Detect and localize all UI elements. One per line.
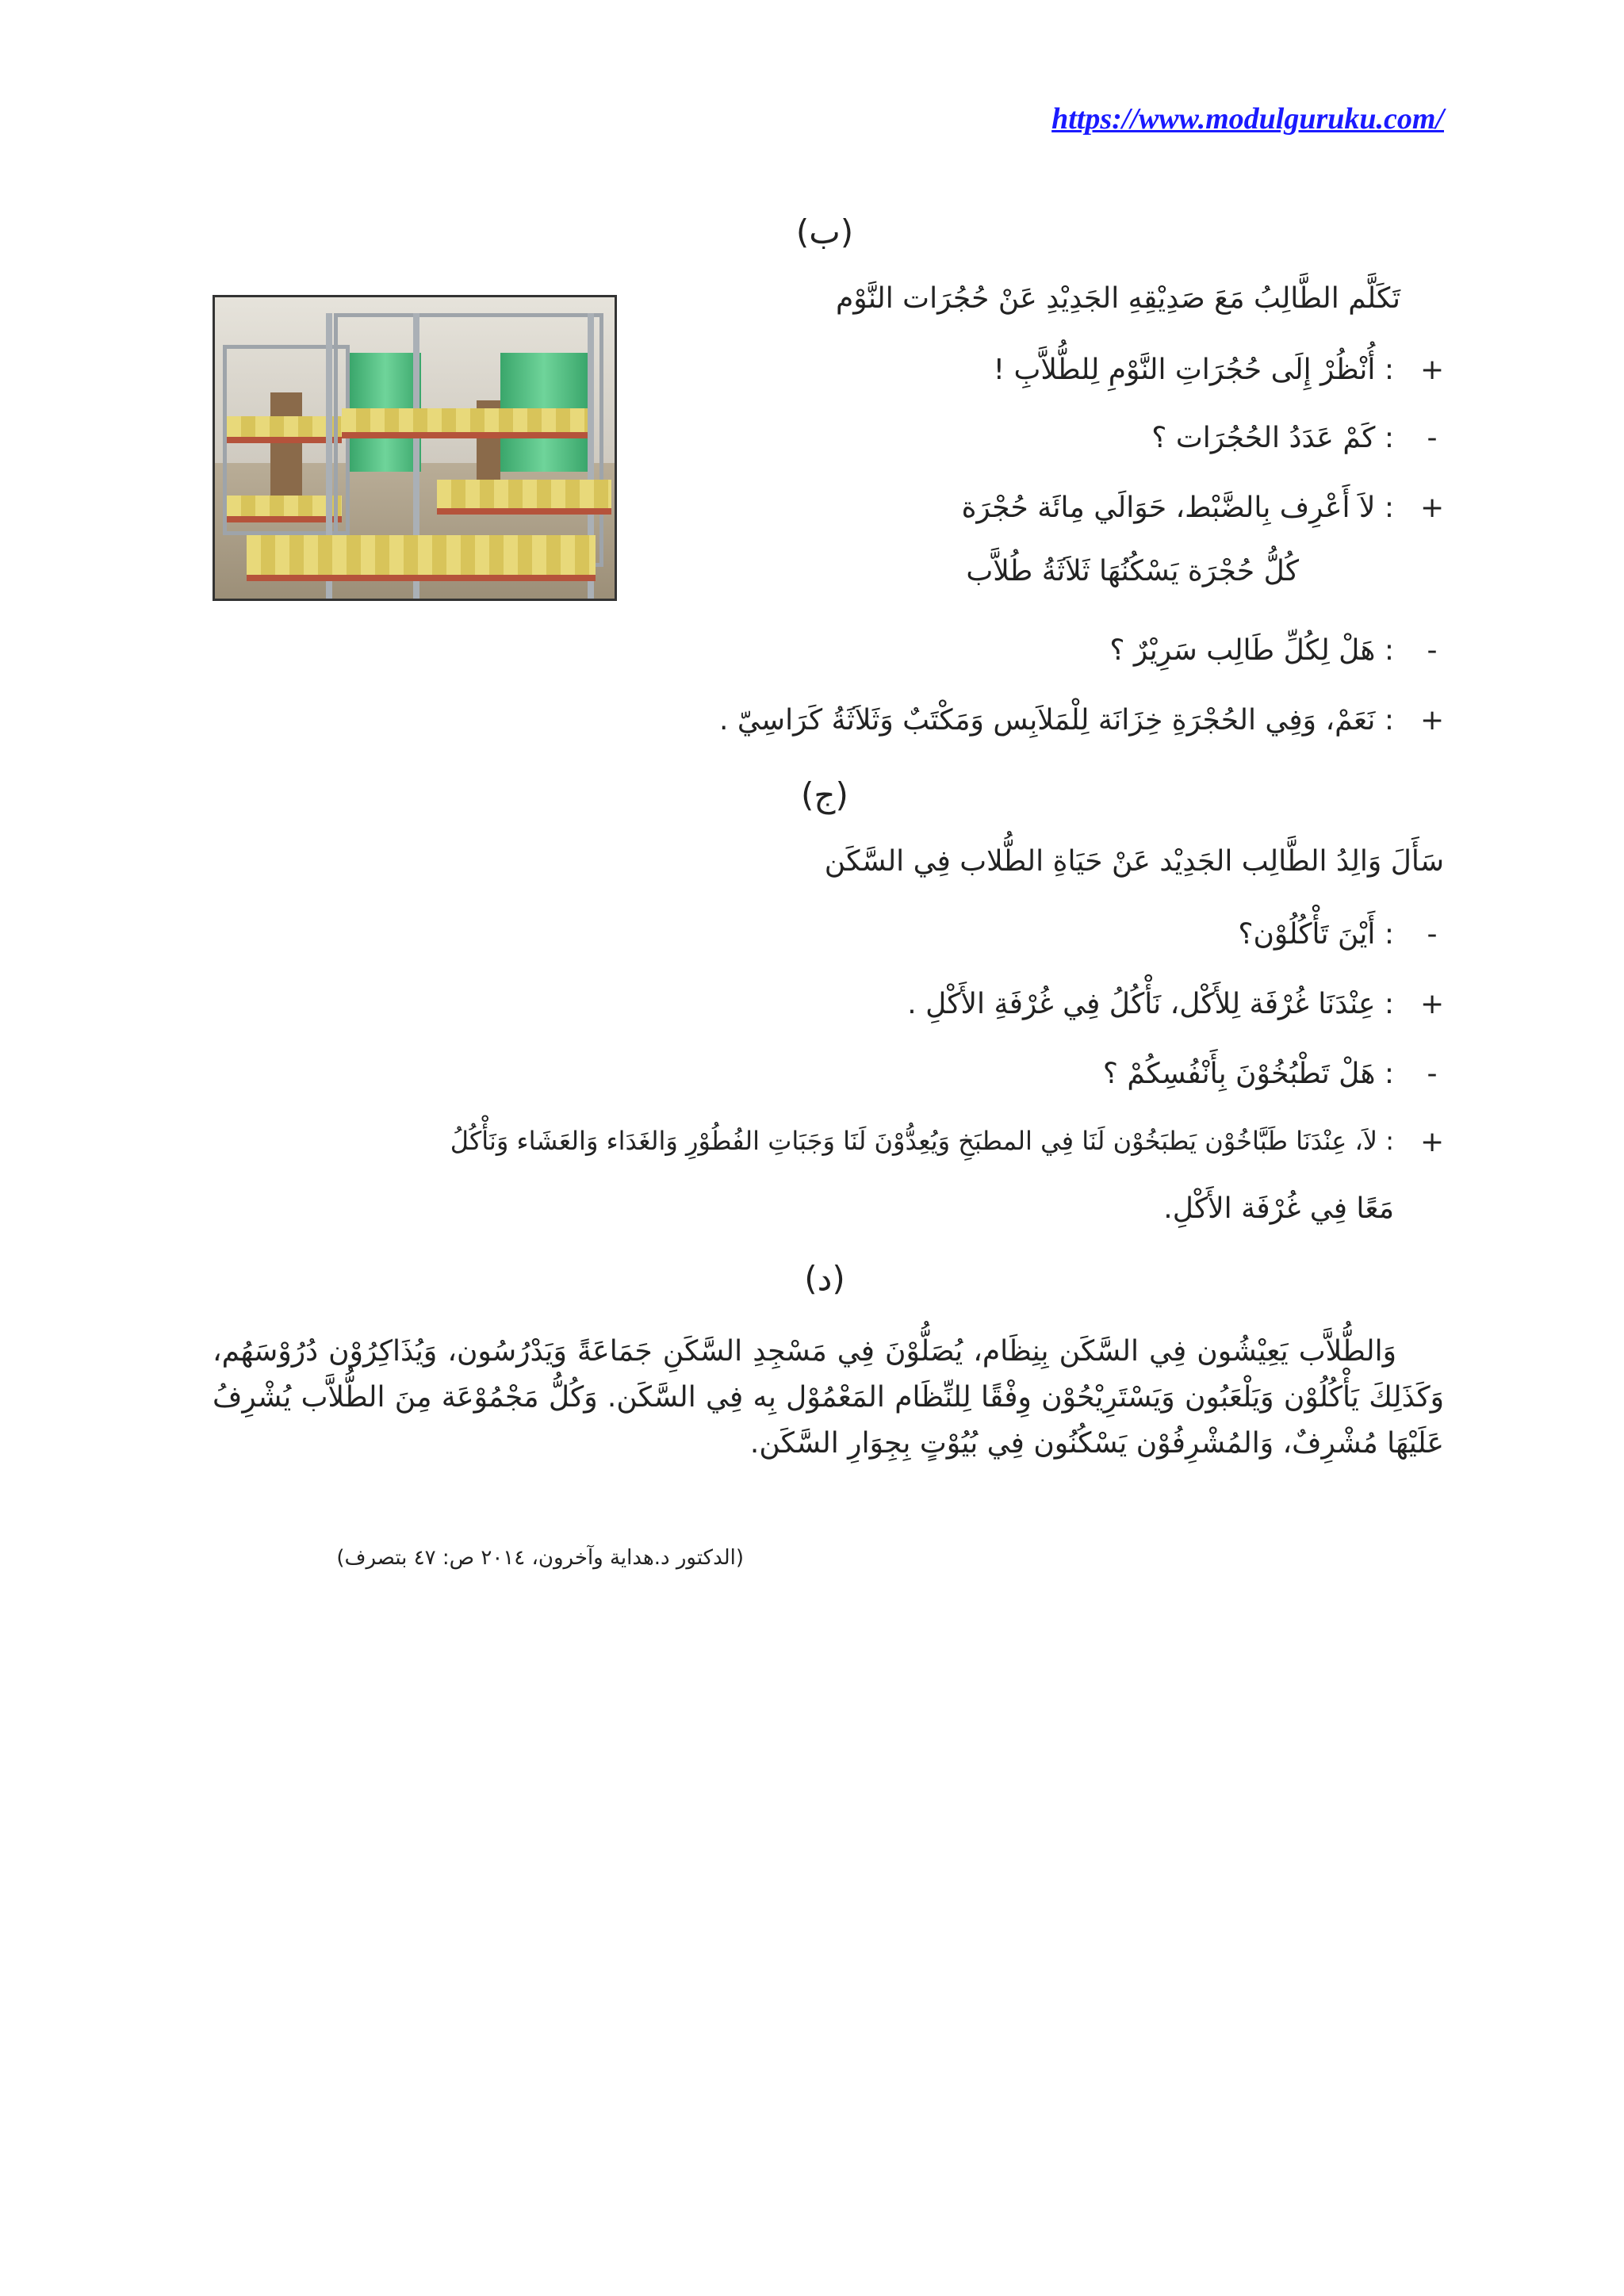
dialogue-text: : أُنْظُرْ إِلَى حُجُرَاتِ النَّوْمِ لِلطُّلاَّبِ ! (993, 354, 1394, 386)
dialogue-text: كُلُّ حُجْرَة يَسْكُنُهَا ثَلاَثَةُ طُلاَّب (966, 555, 1299, 587)
section-b-intro: تَكَلَّم الطَّالِبُ مَعَ صَدِيْقِهِ الجَدِيْدِ عَنْ حُجُرَات النَّوْم (836, 282, 1400, 315)
dialogue-text: : أَيْنَ تَأْكُلُوْن؟ (1238, 918, 1394, 951)
dialogue-text: : عِنْدَنَا غُرْفَة لِلأَكْل، نَأْكُلُ فِي غُرْفَةِ الأَكْلِ . (907, 988, 1394, 1020)
dormitory-bunk-beds-photo (213, 295, 617, 601)
section-c-heading: (ج) (801, 775, 848, 814)
speaker-marker: + (1420, 492, 1445, 524)
speaker-marker: + (1420, 354, 1445, 386)
speaker-marker: - (1427, 918, 1438, 951)
speaker-marker: + (1420, 704, 1445, 737)
dialogue-text: : هَلْ لِكُلِّ طَالِب سَرِيْرٌ ؟ (1109, 634, 1394, 667)
dialogue-text: : كَمْ عَدَدُ الحُجُرَات ؟ (1151, 422, 1394, 454)
dialogue-text: : نَعَمْ، وَفِي الحُجْرَةِ خِزَانَة لِلْمَلاَبِس وَمَكْتَبٌ وَثَلاَثَةُ كَرَاسِيّ . (719, 704, 1394, 737)
source-citation: (الدكتور د.هداية وآخرون، ٢٠١٤ ص: ٤٧ بتصرف) (336, 1546, 744, 1570)
speaker-marker: - (1427, 422, 1438, 454)
section-d-paragraph: وَالطُّلاَّب يَعِيْشُون فِي السَّكَن بِنِظَام، يُصَلُّوْنَ فِي مَسْجِدِ السَّكَنِ جَمَاعَةً وَيَدْرُسُون، وَيُذَاكِرُوْن دُرُوْسَهُم، وَكَذَلِكَ يَأْكُلُوْن وَيَلْعَبُون وَيَسْتَرِيْحُوْن وِفْقًا لِلنِّظَام المَعْمُوْل بِه فِي السَّكَن. وَكُلُّ مَجْمُوْعَة مِنَ الطُّلاَّب يُشْرِفُ عَلَيْهَا مُشْرِفٌ، وَالمُشْرِفُوْن يَسْكُنُون فِي بُيُوْتٍ بِجِوَارِ السَّكَن. (213, 1335, 1444, 1460)
speaker-marker: - (1427, 634, 1438, 667)
dialogue-text: : لاَ أَعْرِف بِالضَّبْط، حَوَالَي مِائَة حُجْرَة (961, 492, 1394, 524)
dialogue-text: : هَلْ تَطْبُخُوْنَ بِأَنْفُسِكُمْ ؟ (1102, 1058, 1394, 1090)
speaker-marker: - (1427, 1058, 1438, 1090)
section-d-heading: (د) (804, 1259, 845, 1298)
dialogue-text: مَعًا فِي غُرْفَة الأَكْلِ. (1163, 1192, 1394, 1225)
section-b-heading: (ب) (795, 212, 854, 251)
speaker-marker: + (1420, 988, 1445, 1020)
dialogue-text: : لاَ، عِنْدَنَا طَبَّاخُوْن يَطبَخُوْن لَنَا فِي المطبَخِ وَيُعِدُّوْنَ لَنَا وَجَبَاتِ الفُطُوْرِ وَالغَدَاء وَالعَشَاء وَنَأْكُلُ (450, 1126, 1394, 1156)
speaker-marker: + (1420, 1126, 1445, 1158)
section-c-intro: سَأَلَ وَالِدُ الطَّالِب الجَدِيْد عَنْ حَيَاةِ الطُّلاب فِي السَّكَن (824, 845, 1444, 878)
website-url-link[interactable]: https://www.modulguruku.com/ (1051, 102, 1444, 136)
